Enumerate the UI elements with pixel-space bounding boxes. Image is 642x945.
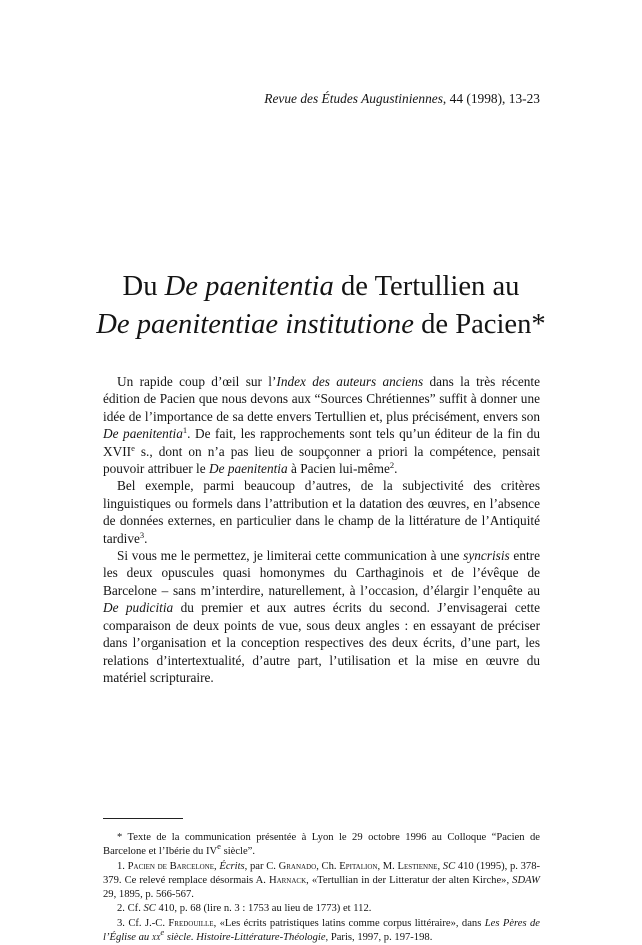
italic-run: SC bbox=[143, 903, 156, 915]
paragraph-3 bbox=[103, 547, 540, 686]
footnote-ref: 2 bbox=[389, 460, 395, 471]
text-run: , «Les écrits patristiques latins comme corpus littéraire», dans bbox=[213, 917, 485, 929]
running-header bbox=[110, 91, 540, 107]
footnote-2 bbox=[103, 902, 540, 916]
footnotes bbox=[103, 831, 540, 945]
title-text: Du bbox=[122, 271, 165, 302]
footnote-ref: 1 bbox=[182, 425, 188, 436]
text-run: 3. Cf. J.-C. bbox=[117, 917, 169, 929]
text-run: entre les deux opuscules quasi homonymes du Carthaginois et de l’évêque de Barcelone – sans m’interdire, naturellement, à l’occasion, d’élargir l’enquête au bbox=[103, 548, 540, 598]
italic-run: Les Pères de l’Église au bbox=[103, 917, 540, 944]
footnote-1 bbox=[103, 860, 540, 903]
footnote-star bbox=[103, 831, 540, 860]
journal-name: Revue des Études Augustiniennes bbox=[264, 91, 443, 106]
text-run: Si vous me le permettez, je limiterai cette communication à une bbox=[117, 548, 464, 564]
superscript: e bbox=[131, 442, 135, 453]
text-run: , bbox=[214, 860, 220, 872]
text-run: 410 (1995), p. 378-379. Ce relevé remplace désormais A. bbox=[103, 860, 541, 886]
title-work-name: De paenitentiae institutione bbox=[96, 309, 414, 340]
text-run: 1. bbox=[117, 860, 128, 872]
text-run: dans la très récente édition de Pacien que nous devons aux “Sources Chrétiennes” suffit à donner une idée de l’importance de sa dette envers Tertullien et, plus précisément, envers son bbox=[103, 374, 540, 424]
century-numeral: IV bbox=[205, 846, 218, 858]
text-run: siècle”. bbox=[220, 846, 256, 858]
text-run: 410, p. 68 (lire n. 3 : 1753 au lieu de 1773) et 112. bbox=[155, 903, 372, 915]
text-run: Un rapide coup d’œil sur l’ bbox=[117, 374, 277, 389]
italic-run: De pudicitia bbox=[103, 600, 174, 616]
text-run: s., dont on n’a pas lieu de soupçonner a priori la compétence, pensait pouvoir attribuer le bbox=[103, 443, 540, 477]
author-name: Granado bbox=[278, 860, 317, 872]
superscript: e bbox=[160, 927, 165, 938]
text-run: . De fait, les rapprochements sont tels qu’un éditeur de la fin du bbox=[187, 426, 540, 442]
italic-run: SC bbox=[442, 860, 456, 872]
text-run: à Pacien lui-même bbox=[287, 461, 390, 477]
text-run: du premier et aux autres écrits du second. J’envisagerai cette comparaison de deux points de vue, sous deux angles : en essayant de préciser dans l’organisation et la conception respectives des deux écrits, d’une part, les relations d’intertextualité, d’autre part, l’utilisation et la mise en œuvre du matériel scripturaire. bbox=[103, 600, 540, 685]
text-run: . bbox=[394, 461, 398, 477]
title-text: de Pacien* bbox=[413, 309, 546, 340]
author-name: Fredouille bbox=[168, 917, 214, 929]
text-run: Bel exemple, parmi beaucoup d’autres, de la subjectivité des critères linguistiques ou formels dans l’attribution et la datation des œuvres, en l’absence de données externes, en particulier dans le champ de la littérature de l’Antiquité tardive bbox=[103, 478, 540, 546]
text-run: * Texte de la communication présentée à Lyon le 29 octobre 1996 au Colloque “Pacien de Barcelone et l’Ibérie du bbox=[103, 832, 540, 858]
footnote-3 bbox=[103, 917, 540, 945]
text-run: , Ch. bbox=[316, 860, 340, 872]
title-line-2 bbox=[0, 306, 642, 344]
body-text bbox=[103, 373, 540, 686]
journal-citation: , 44 (1998), 13-23 bbox=[442, 91, 540, 106]
article-title bbox=[0, 268, 642, 344]
paragraph-2 bbox=[103, 477, 540, 547]
italic-run: Écrits bbox=[219, 860, 245, 872]
text-run: , M. bbox=[377, 860, 398, 872]
superscript: e bbox=[217, 841, 221, 852]
italic-run: SDAW bbox=[512, 874, 540, 886]
title-line-1 bbox=[0, 268, 642, 306]
italic-run: De paenitentia bbox=[208, 461, 288, 477]
text-run: 29, 1895, p. 566-567. bbox=[103, 889, 194, 901]
author-name: Pacien de Barcelone bbox=[127, 860, 215, 872]
paragraph-1 bbox=[103, 373, 540, 477]
italic-run: syncrisis bbox=[463, 548, 510, 564]
text-run: . bbox=[144, 530, 148, 546]
italic-run: De paenitentia bbox=[103, 426, 183, 442]
text-run: , par C. bbox=[244, 860, 279, 872]
author-name: Epitalion bbox=[339, 860, 378, 872]
century-numeral: XVII bbox=[103, 443, 132, 459]
title-text: de Tertullien au bbox=[333, 271, 520, 302]
title-work-name: De paenitentia bbox=[164, 271, 334, 302]
footnote-ref: 3 bbox=[139, 529, 145, 540]
text-run: 2. Cf. bbox=[117, 903, 144, 915]
author-name: Harnack bbox=[268, 874, 307, 886]
italic-run: siècle. Histoire-Littérature-Théologie bbox=[164, 932, 326, 944]
text-run: , bbox=[437, 860, 443, 872]
text-run: , «Tertullian in der Litteratur der alten Kirche», bbox=[306, 874, 513, 886]
italic-run: Index des auteurs anciens bbox=[276, 374, 424, 389]
author-name: Lestienne bbox=[397, 860, 438, 872]
text-run: , Paris, 1997, p. 197-198. bbox=[325, 932, 433, 944]
footnote-divider bbox=[103, 818, 183, 819]
century-numeral: xx bbox=[151, 932, 161, 944]
